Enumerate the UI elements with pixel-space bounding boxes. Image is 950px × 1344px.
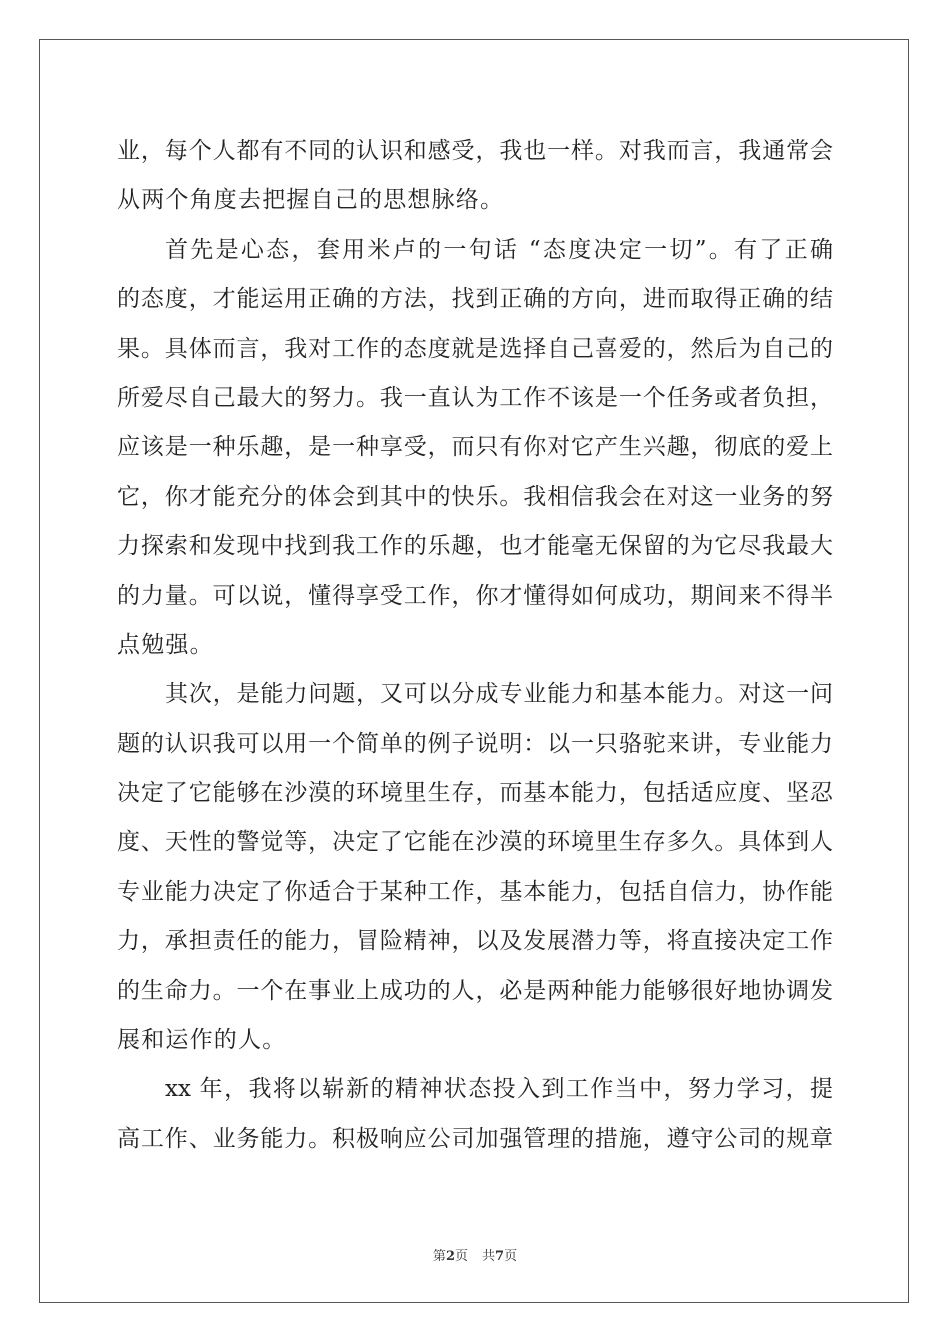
text-line: 点勉强。 xyxy=(117,631,214,658)
paragraph-start-line: 首先是心态，套用米卢的一句话 “态度决定一切”。有了正确 xyxy=(165,236,833,263)
paragraph-start-line: 其次，是能力问题，又可以分成专业能力和基本能力。对这一问 xyxy=(165,681,833,708)
page-number: 2 xyxy=(445,1249,455,1264)
document-body xyxy=(117,127,833,1164)
total-suffix: 页 xyxy=(504,1249,518,1264)
text-line: 它，你才能充分的体会到其中的快乐。我相信我会在对这一业务的努 xyxy=(117,483,833,510)
text-line: 果。具体而言，我对工作的态度就是选择自己喜爱的，然后为自己的 xyxy=(117,335,833,362)
total-pages: 7 xyxy=(495,1249,505,1264)
page-prefix: 第 xyxy=(432,1249,446,1264)
text-line: 专业能力决定了你适合于某种工作，基本能力，包括自信力，协作能 xyxy=(117,878,833,905)
text-line: 的生命力。一个在事业上成功的人，必是两种能力能够很好地协调发 xyxy=(117,977,833,1004)
text-line: 的力量。可以说，懂得享受工作，你才懂得如何成功，期间来不得半 xyxy=(117,582,833,609)
text-line: 决定了它能够在沙漠的环境里生存，而基本能力，包括适应度、坚忍 xyxy=(117,780,833,807)
paragraph-start-line: xx 年，我将以崭新的精神状态投入到工作当中，努力学习，提 xyxy=(165,1076,833,1103)
text-line: 业，每个人都有不同的认识和感受，我也一样。对我而言，我通常会 xyxy=(117,138,833,164)
text-line: 题的认识我可以用一个简单的例子说明：以一只骆驼来讲，专业能力 xyxy=(117,730,833,757)
text-line: 应该是一种乐趣，是一种享受，而只有你对它产生兴趣，彻底的爱上 xyxy=(117,434,833,461)
text-line: 的态度，才能运用正确的方法，找到正确的方向，进而取得正确的结 xyxy=(117,286,833,313)
text-line: 所爱尽自己最大的努力。我一直认为工作不该是一个任务或者负担， xyxy=(117,384,833,411)
text-line: 高工作、业务能力。积极响应公司加强管理的措施，遵守公司的规章 xyxy=(117,1125,833,1152)
text-line: 度、天性的警觉等，决定了它能在沙漠的环境里生存多久。具体到人 xyxy=(117,829,833,856)
page-suffix: 页 xyxy=(454,1249,468,1264)
page-footer xyxy=(0,1245,950,1264)
text-line: 从两个角度去把握自己的思想脉络。 xyxy=(117,187,505,214)
text-line: 力，承担责任的能力，冒险精神，以及发展潜力等，将直接决定工作 xyxy=(117,928,833,955)
total-prefix: 共 xyxy=(482,1249,496,1264)
text-line: 展和运作的人。 xyxy=(117,1027,287,1054)
text-line: 力探索和发现中找到我工作的乐趣，也才能毫无保留的为它尽我最大 xyxy=(117,533,833,560)
